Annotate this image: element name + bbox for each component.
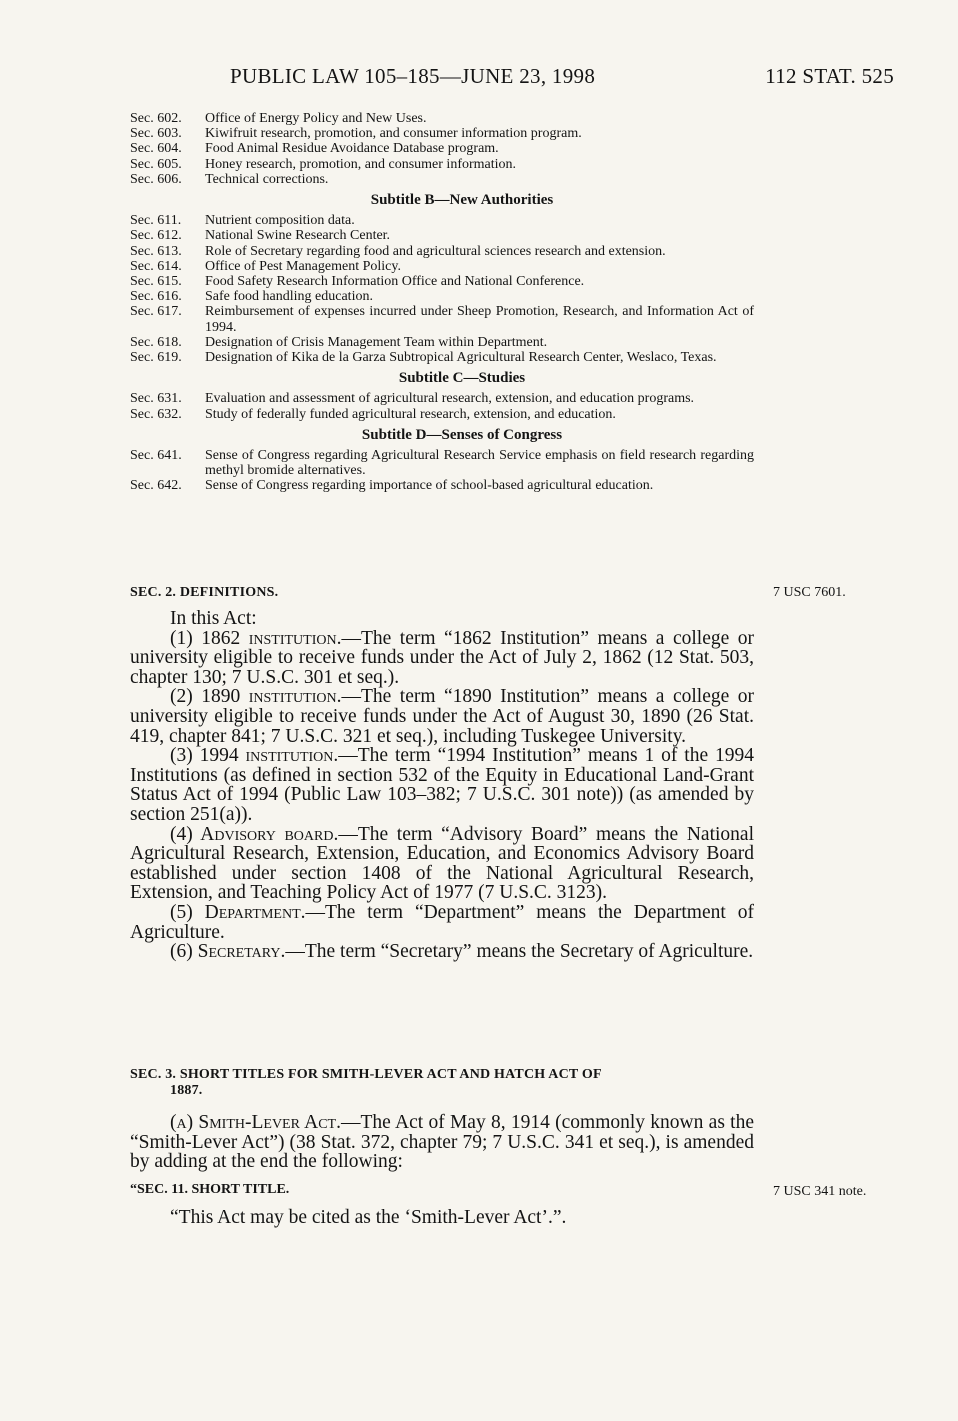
toc-entry-number: Sec. 614. — [130, 258, 182, 274]
definition-term: (3) 1994 institution. — [170, 745, 339, 767]
toc-entry-number: Sec. 605. — [130, 156, 182, 172]
toc-subtitle-b: Subtitle B—New Authorities — [370, 192, 554, 209]
definition-text: —The term “Advisory Board” means the National Agricultural Research, Extension, Education, and Economics Advisory Board established under section 1408 of the National Agricultural Research, Extension, and Teaching Policy Act of 1977 (7 U.S.C. 3123). — [130, 823, 754, 904]
quote-heading: “SEC. 11. SHORT TITLE. — [130, 1182, 290, 1197]
definition-paragraph — [130, 942, 754, 962]
toc-entry — [130, 172, 754, 187]
sec3-body — [130, 1113, 754, 1172]
toc-entry — [130, 126, 754, 141]
sec2-heading: SEC. 2. DEFINITIONS. — [130, 585, 279, 600]
definition-paragraph — [130, 825, 754, 903]
sec3-heading-line2: 1887. — [170, 1083, 203, 1098]
definition-term: (1) 1862 institution. — [170, 627, 342, 649]
toc-entry — [130, 157, 754, 172]
toc-entry-title: Office of Energy Policy and New Uses. — [205, 111, 427, 126]
toc-entry-number: Sec. 603. — [130, 126, 182, 142]
toc-entry-number: Sec. 606. — [130, 171, 182, 187]
toc-entry — [130, 448, 754, 478]
definition-text: —The term “Department” means the Department of Agriculture. — [130, 901, 754, 943]
toc-entry-title: Honey research, promotion, and consumer information. — [205, 156, 517, 172]
toc-entry-number: Sec. 616. — [130, 289, 182, 305]
toc-entry-title: Sense of Congress regarding Agricultural Research Service emphasis on field research regarding methyl bromide alternatives. — [205, 448, 754, 479]
sec2-body — [130, 609, 754, 962]
toc-entry-title: Evaluation and assessment of agricultural research, extension, and education programs. — [205, 391, 695, 407]
toc-entry — [130, 289, 754, 304]
toc-entry-title: Designation of Crisis Management Team within Department. — [205, 334, 548, 350]
toc-entry-number: Sec. 618. — [130, 334, 182, 350]
toc-entry-number: Sec. 604. — [130, 141, 182, 157]
definition-term: (6) Secretary. — [170, 941, 286, 963]
quote-text: “This Act may be cited as the ‘Smith-Lever Act’.”. — [170, 1207, 567, 1228]
toc-entry-title: Nutrient composition data. — [205, 213, 355, 229]
toc-entry-title: Role of Secretary regarding food and agricultural sciences research and extension. — [205, 243, 666, 259]
toc-entry — [130, 478, 754, 493]
table-of-contents — [130, 111, 754, 494]
header-stat-page: 112 STAT. 525 — [765, 64, 894, 88]
definition-term: (2) 1890 institution. — [170, 686, 342, 708]
toc-entry-title: Sense of Congress regarding importance of school-based agricultural education. — [205, 478, 654, 494]
toc-entry-number: Sec. 641. — [130, 448, 182, 464]
toc-entry — [130, 350, 754, 365]
toc-subtitle-d: Subtitle D—Senses of Congress — [361, 426, 563, 443]
sec3-margin-note: 7 USC 341 note. — [773, 1184, 867, 1199]
toc-entry — [130, 141, 754, 156]
toc-entry-number: Sec. 615. — [130, 274, 182, 290]
definition-paragraph — [130, 903, 754, 942]
toc-entry-title: Food Safety Research Information Office and National Conference. — [205, 274, 585, 290]
definition-text: —The term “1994 Institution” means 1 of the 1994 Institutions (as defined in section 532 of the Equity in Educational Land-Grant Status Act of 1994 (Public Law 103–382; 7 U.S.C. 301 note)) (as amended by section 251(a)). — [130, 745, 755, 825]
toc-entry — [130, 213, 754, 228]
definition-paragraph — [130, 629, 754, 688]
toc-entry-number: Sec. 613. — [130, 243, 182, 259]
toc-entry — [130, 391, 754, 406]
toc-entry-number: Sec. 602. — [130, 111, 182, 126]
sec3-para-a-label: (a) Smith-Lever Act. — [170, 1112, 341, 1133]
toc-subtitle-c: Subtitle C—Studies — [398, 370, 526, 387]
quote-body — [130, 1208, 754, 1228]
toc-entry-title: Office of Pest Management Policy. — [205, 258, 401, 274]
toc-entry-number: Sec. 612. — [130, 228, 182, 244]
toc-entry-title: Food Animal Residue Avoidance Database program. — [205, 141, 499, 157]
toc-entry-title: National Swine Research Center. — [205, 228, 391, 244]
toc-group-subtitle-d — [130, 448, 754, 494]
toc-entry-title: Safe food handling education. — [205, 289, 373, 305]
definition-term: (4) Advisory board. — [170, 823, 339, 845]
toc-entry — [130, 244, 754, 259]
definition-text: —The term “1890 Institution” means a college or university eligible to receive funds under the Act of August 30, 1890 (26 Stat. 419, chapter 841; 7 U.S.C. 321 et seq.), including Tuskegee University. — [130, 686, 754, 747]
sec3-para-a-text: —The Act of May 8, 1914 (commonly known as the “Smith-Lever Act”) (38 Stat. 372, chapter 79; 7 U.S.C. 341 et seq.), is amended by adding at the end the following: — [130, 1112, 755, 1173]
toc-entry-number: Sec. 619. — [130, 350, 182, 366]
definition-text: —The term “Secretary” means the Secretary of Agriculture. — [285, 941, 754, 963]
toc-entry — [130, 407, 754, 422]
toc-entry-number: Sec. 642. — [130, 478, 182, 494]
toc-entry-number: Sec. 617. — [130, 304, 182, 320]
toc-entry — [130, 304, 754, 334]
toc-entry-title: Technical corrections. — [205, 171, 329, 187]
toc-group-subtitle-a — [130, 111, 754, 187]
toc-group-subtitle-c — [130, 391, 754, 421]
sec3-heading-line1: SEC. 3. SHORT TITLES FOR SMITH-LEVER ACT AND HATCH ACT OF — [130, 1067, 602, 1082]
toc-entry-title: Reimbursement of expenses incurred under Sheep Promotion, Research, and Information Act of 1994. — [205, 304, 754, 335]
toc-entry-title: Kiwifruit research, promotion, and consumer information program. — [205, 126, 582, 142]
toc-entry — [130, 228, 754, 243]
definitions-list — [130, 629, 754, 962]
definition-text: —The term “1862 Institution” means a college or university eligible to receive funds under the Act of July 2, 1862 (12 Stat. 503, chapter 130; 7 U.S.C. 301 et seq.). — [130, 627, 754, 688]
definition-paragraph — [130, 746, 754, 824]
page-header — [130, 64, 894, 90]
sec3-para-a — [130, 1113, 754, 1172]
sec2-margin-note: 7 USC 7601. — [773, 585, 846, 600]
definition-paragraph — [130, 687, 754, 746]
toc-entry-number: Sec. 631. — [130, 391, 182, 407]
toc-group-subtitle-b — [130, 213, 754, 365]
header-title: PUBLIC LAW 105–185—JUNE 23, 1998 — [230, 64, 596, 88]
toc-entry — [130, 335, 754, 350]
sec3-heading — [130, 1067, 754, 1099]
toc-entry-title: Designation of Kika de la Garza Subtropical Agricultural Research Center, Weslaco, Texas. — [205, 350, 717, 366]
toc-entry-number: Sec. 611. — [130, 213, 182, 229]
toc-entry — [130, 259, 754, 274]
toc-entry-number: Sec. 632. — [130, 406, 182, 422]
definition-term: (5) Department. — [170, 901, 306, 923]
toc-entry-title: Study of federally funded agricultural research, extension, and education. — [205, 406, 616, 422]
toc-entry — [130, 274, 754, 289]
toc-entry — [130, 111, 754, 126]
sec2-intro: In this Act: — [170, 608, 257, 629]
